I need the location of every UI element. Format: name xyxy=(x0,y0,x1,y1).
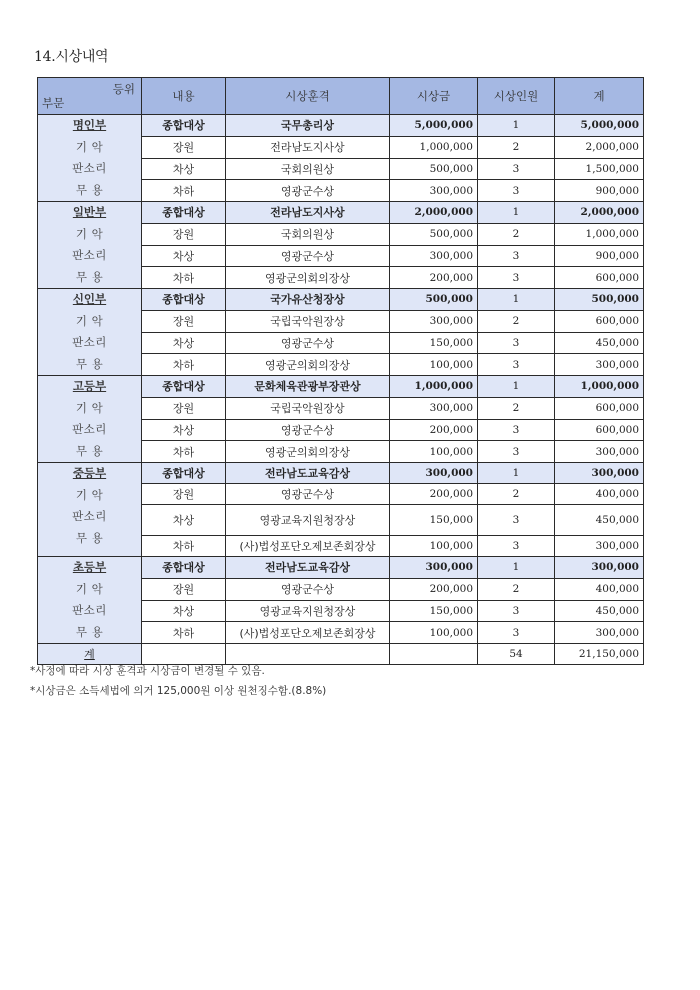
rank-cell: 차상 xyxy=(142,600,226,622)
award-title-cell: 전라남도지사상 xyxy=(226,136,390,158)
rank-cell: 차하 xyxy=(142,354,226,376)
table-body xyxy=(38,115,644,665)
count-cell: 1 xyxy=(478,115,555,137)
total-cell: 300,000 xyxy=(555,463,644,484)
category-cell xyxy=(38,202,142,289)
rank-cell: 차하 xyxy=(142,180,226,202)
count-cell: 1 xyxy=(478,289,555,311)
award-title-cell: 영광군수상 xyxy=(226,332,390,354)
award-title-cell: 국회의원상 xyxy=(226,223,390,245)
award-title-cell: 국회의원상 xyxy=(226,158,390,180)
awards-table xyxy=(37,77,644,665)
sub-field-pansori: 판소리 xyxy=(72,161,107,175)
sub-field-pansori: 판소리 xyxy=(72,248,107,262)
award-title-cell: (사)법성포단오제보존회장상 xyxy=(226,622,390,644)
table-header-row xyxy=(38,78,644,115)
table-row xyxy=(38,289,644,311)
count-cell: 1 xyxy=(478,557,555,579)
count-cell: 3 xyxy=(478,245,555,267)
prize-cell: 1,000,000 xyxy=(390,136,478,158)
prize-cell: 500,000 xyxy=(390,223,478,245)
rank-cell: 장원 xyxy=(142,136,226,158)
total-cell: 400,000 xyxy=(555,578,644,600)
total-cell: 600,000 xyxy=(555,310,644,332)
rank-cell: 종합대상 xyxy=(142,202,226,224)
count-cell: 3 xyxy=(478,536,555,557)
category-name: 명인부 xyxy=(72,118,107,132)
award-title-cell: 전라남도교육감상 xyxy=(226,463,390,484)
award-title-cell: 국무총리상 xyxy=(226,115,390,137)
prize-cell: 150,000 xyxy=(390,505,478,536)
rank-cell: 종합대상 xyxy=(142,289,226,311)
count-cell: 3 xyxy=(478,180,555,202)
prize-cell: 500,000 xyxy=(390,289,478,311)
grand-total-row xyxy=(38,644,644,665)
award-title-cell: 영광군수상 xyxy=(226,578,390,600)
award-title-cell: 문화체육관광부장관상 xyxy=(226,376,390,398)
count-cell: 2 xyxy=(478,578,555,600)
sub-field-instrumental: 기 악 xyxy=(75,313,104,328)
table-row xyxy=(38,202,644,224)
rank-cell: 차상 xyxy=(142,158,226,180)
category-name: 초등부 xyxy=(72,560,107,574)
prize-cell: 5,000,000 xyxy=(390,115,478,137)
table-row xyxy=(38,376,644,398)
total-cell: 2,000,000 xyxy=(555,136,644,158)
header-count: 시상인원 xyxy=(478,78,555,115)
header-corner xyxy=(38,78,142,115)
count-cell: 1 xyxy=(478,376,555,398)
header-prize: 시상금 xyxy=(390,78,478,115)
prize-cell: 300,000 xyxy=(390,310,478,332)
rank-cell: 차하 xyxy=(142,536,226,557)
total-cell: 600,000 xyxy=(555,397,644,419)
category-name: 중등부 xyxy=(72,466,107,480)
header-total: 계 xyxy=(555,78,644,115)
sub-field-instrumental: 기 악 xyxy=(75,139,104,154)
rank-cell: 차상 xyxy=(142,419,226,441)
total-cell: 300,000 xyxy=(555,557,644,579)
total-cell: 450,000 xyxy=(555,332,644,354)
total-cell: 1,500,000 xyxy=(555,158,644,180)
sub-field-pansori: 판소리 xyxy=(72,422,107,436)
rank-cell: 차상 xyxy=(142,245,226,267)
prize-cell: 300,000 xyxy=(390,245,478,267)
rank-cell: 종합대상 xyxy=(142,376,226,398)
count-cell: 3 xyxy=(478,332,555,354)
total-cell: 500,000 xyxy=(555,289,644,311)
prize-cell: 100,000 xyxy=(390,354,478,376)
empty-cell xyxy=(142,644,226,665)
table-row xyxy=(38,557,644,579)
prize-cell: 1,000,000 xyxy=(390,376,478,398)
rank-cell: 장원 xyxy=(142,223,226,245)
award-title-cell: 영광교육지원청장상 xyxy=(226,600,390,622)
category-name: 일반부 xyxy=(72,205,107,219)
award-title-cell: 전라남도지사상 xyxy=(226,202,390,224)
grand-total-amount: 21,150,000 xyxy=(555,644,644,665)
count-cell: 2 xyxy=(478,310,555,332)
total-cell: 400,000 xyxy=(555,484,644,505)
rank-cell: 차하 xyxy=(142,267,226,289)
prize-cell: 100,000 xyxy=(390,536,478,557)
sub-field-dance: 무 용 xyxy=(75,624,104,639)
total-cell: 600,000 xyxy=(555,267,644,289)
rank-cell: 차하 xyxy=(142,441,226,463)
award-title-cell: 영광교육지원청장상 xyxy=(226,505,390,536)
award-title-cell: (사)법성포단오제보존회장상 xyxy=(226,536,390,557)
category-cell xyxy=(38,463,142,557)
prize-cell: 200,000 xyxy=(390,419,478,441)
award-title-cell: 영광군의회의장상 xyxy=(226,441,390,463)
prize-cell: 300,000 xyxy=(390,463,478,484)
count-cell: 3 xyxy=(478,354,555,376)
total-cell: 300,000 xyxy=(555,441,644,463)
sub-field-pansori: 판소리 xyxy=(72,335,107,349)
award-title-cell: 전라남도교육감상 xyxy=(226,557,390,579)
header-rank-label: 등위 xyxy=(112,82,135,96)
sub-field-dance: 무 용 xyxy=(75,269,104,284)
category-name: 고등부 xyxy=(72,379,107,393)
sub-field-dance: 무 용 xyxy=(75,443,104,458)
award-title-cell: 영광군수상 xyxy=(226,245,390,267)
award-title-cell: 영광군의회의장상 xyxy=(226,267,390,289)
table-row xyxy=(38,463,644,484)
grand-total-label: 계 xyxy=(38,644,142,665)
total-cell: 1,000,000 xyxy=(555,376,644,398)
count-cell: 2 xyxy=(478,484,555,505)
category-name: 신인부 xyxy=(72,292,107,306)
total-cell: 300,000 xyxy=(555,354,644,376)
sub-field-pansori: 판소리 xyxy=(72,509,107,523)
rank-cell: 차하 xyxy=(142,622,226,644)
count-cell: 3 xyxy=(478,622,555,644)
count-cell: 1 xyxy=(478,463,555,484)
total-cell: 600,000 xyxy=(555,419,644,441)
award-title-cell: 영광군수상 xyxy=(226,419,390,441)
total-cell: 450,000 xyxy=(555,600,644,622)
rank-cell: 차상 xyxy=(142,332,226,354)
rank-cell: 장원 xyxy=(142,310,226,332)
award-title-cell: 국립국악원장상 xyxy=(226,310,390,332)
grand-total-count: 54 xyxy=(478,644,555,665)
award-title-cell: 국립국악원장상 xyxy=(226,397,390,419)
prize-cell: 200,000 xyxy=(390,267,478,289)
total-cell: 300,000 xyxy=(555,536,644,557)
count-cell: 3 xyxy=(478,419,555,441)
category-cell xyxy=(38,376,142,463)
count-cell: 1 xyxy=(478,202,555,224)
category-cell xyxy=(38,289,142,376)
prize-cell: 300,000 xyxy=(390,557,478,579)
award-title-cell: 국가유산청장상 xyxy=(226,289,390,311)
award-title-cell: 영광군수상 xyxy=(226,484,390,505)
header-section-label: 부문 xyxy=(42,96,65,110)
count-cell: 3 xyxy=(478,505,555,536)
note-tax-notice: *시상금은 소득세법에 의거 125,000원 이상 원천징수함.(8.8%) xyxy=(30,685,327,697)
count-cell: 3 xyxy=(478,267,555,289)
rank-cell: 종합대상 xyxy=(142,115,226,137)
prize-cell: 300,000 xyxy=(390,180,478,202)
category-cell xyxy=(38,557,142,644)
sub-field-instrumental: 기 악 xyxy=(75,400,104,415)
sub-field-pansori: 판소리 xyxy=(72,603,107,617)
header-award-title: 시상훈격 xyxy=(226,78,390,115)
table-row xyxy=(38,115,644,137)
count-cell: 2 xyxy=(478,223,555,245)
prize-cell: 100,000 xyxy=(390,622,478,644)
prize-cell: 150,000 xyxy=(390,600,478,622)
sub-field-instrumental: 기 악 xyxy=(75,226,104,241)
total-cell: 900,000 xyxy=(555,180,644,202)
rank-cell: 장원 xyxy=(142,578,226,600)
sub-field-dance: 무 용 xyxy=(75,530,104,545)
total-cell: 450,000 xyxy=(555,505,644,536)
category-cell xyxy=(38,115,142,202)
count-cell: 2 xyxy=(478,136,555,158)
prize-cell: 150,000 xyxy=(390,332,478,354)
rank-cell: 차상 xyxy=(142,505,226,536)
sub-field-dance: 무 용 xyxy=(75,182,104,197)
rank-cell: 종합대상 xyxy=(142,463,226,484)
rank-cell: 장원 xyxy=(142,397,226,419)
count-cell: 3 xyxy=(478,600,555,622)
total-cell: 300,000 xyxy=(555,622,644,644)
rank-cell: 종합대상 xyxy=(142,557,226,579)
prize-cell: 300,000 xyxy=(390,397,478,419)
total-cell: 1,000,000 xyxy=(555,223,644,245)
prize-cell: 2,000,000 xyxy=(390,202,478,224)
total-cell: 900,000 xyxy=(555,245,644,267)
empty-cell xyxy=(226,644,390,665)
prize-cell: 100,000 xyxy=(390,441,478,463)
count-cell: 2 xyxy=(478,397,555,419)
sub-field-dance: 무 용 xyxy=(75,356,104,371)
prize-cell: 200,000 xyxy=(390,484,478,505)
count-cell: 3 xyxy=(478,441,555,463)
empty-cell xyxy=(390,644,478,665)
sub-field-instrumental: 기 악 xyxy=(75,487,104,502)
total-cell: 2,000,000 xyxy=(555,202,644,224)
page-title: 14.시상내역 xyxy=(34,49,109,65)
count-cell: 3 xyxy=(478,158,555,180)
total-cell: 5,000,000 xyxy=(555,115,644,137)
award-title-cell: 영광군수상 xyxy=(226,180,390,202)
rank-cell: 장원 xyxy=(142,484,226,505)
prize-cell: 500,000 xyxy=(390,158,478,180)
award-title-cell: 영광군의회의장상 xyxy=(226,354,390,376)
prize-cell: 200,000 xyxy=(390,578,478,600)
header-content: 내용 xyxy=(142,78,226,115)
sub-field-instrumental: 기 악 xyxy=(75,581,104,596)
note-change-notice: *사정에 따라 시상 훈격과 시상금이 변경될 수 있음. xyxy=(30,665,265,677)
